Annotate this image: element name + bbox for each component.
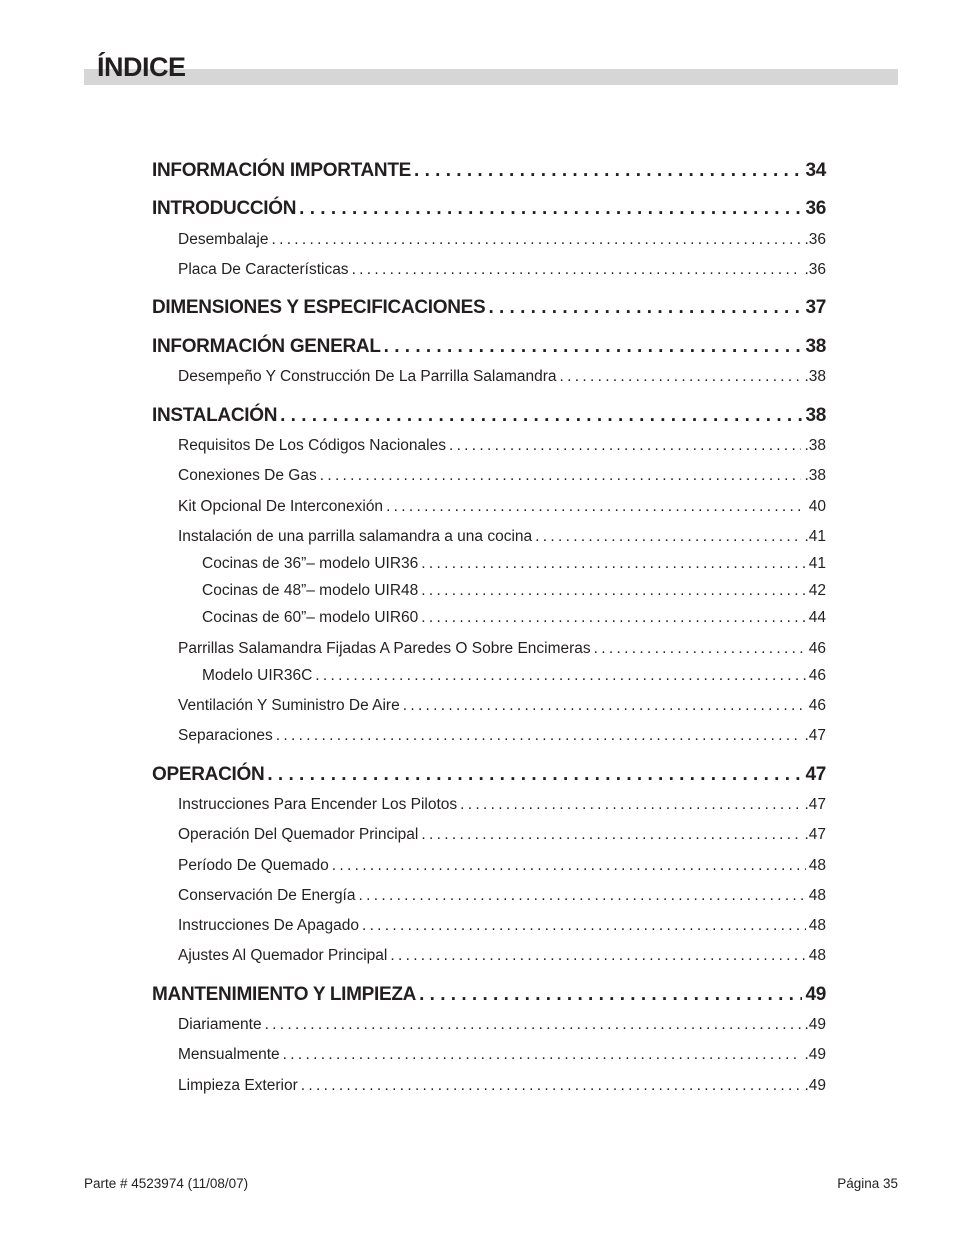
toc-entry[interactable]: [178, 887, 826, 905]
toc-dot-leader: [421, 826, 801, 844]
toc-entry-title: Cocinas de 60”– modelo UIR60: [202, 609, 419, 626]
toc-dot-leader: [283, 1046, 802, 1064]
toc-entry[interactable]: [178, 727, 826, 745]
toc-entry[interactable]: [178, 261, 826, 279]
toc-entry[interactable]: [152, 405, 826, 427]
toc-entry[interactable]: [202, 667, 826, 685]
toc-entry-title: Modelo UIR36C: [202, 667, 313, 684]
toc-entry-page: .38: [804, 467, 826, 484]
toc-entry[interactable]: [152, 160, 826, 182]
toc-dot-leader: [332, 857, 806, 875]
toc-entry-page: 40: [808, 498, 826, 515]
toc-entry[interactable]: [152, 984, 826, 1006]
toc-entry-title: Ajustes Al Quemador Principal: [178, 947, 388, 964]
toc-entry-title: Conservación De Energía: [178, 887, 356, 904]
toc-dot-leader: [386, 498, 806, 516]
toc-entry-page: 34: [805, 160, 826, 181]
toc-entry-page: .49: [804, 1046, 826, 1063]
toc-entry-page: .38: [804, 368, 826, 385]
toc-entry-page: 44: [808, 609, 826, 626]
toc-entry[interactable]: [152, 198, 826, 220]
toc-entry-title: INFORMACIÓN GENERAL: [152, 336, 381, 357]
toc-entry-page: 38: [805, 405, 826, 426]
toc-entry[interactable]: [202, 609, 826, 627]
toc-entry-title: Período De Quemado: [178, 857, 329, 874]
toc-entry[interactable]: [178, 796, 826, 814]
toc-entry-title: Desembalaje: [178, 231, 269, 248]
toc-dot-leader: [267, 764, 802, 786]
toc-dot-leader: [488, 297, 802, 319]
toc-entry[interactable]: [178, 437, 826, 455]
toc-dot-leader: [265, 1016, 802, 1034]
toc-entry-title: Limpieza Exterior: [178, 1077, 298, 1094]
toc-dot-leader: [271, 231, 801, 249]
toc-entry-page: .36: [804, 231, 826, 248]
toc-entry-title: Desempeño Y Construcción De La Parrilla Salamandra: [178, 368, 557, 385]
toc-entry[interactable]: [152, 764, 826, 786]
toc-entry-title: MANTENIMIENTO Y LIMPIEZA: [152, 984, 417, 1005]
toc-entry-title: Ventilación Y Suministro De Aire: [178, 697, 400, 714]
toc-entry-title: Operación Del Quemador Principal: [178, 826, 419, 843]
toc-entry-title: Instrucciones Para Encender Los Pilotos: [178, 796, 458, 813]
toc-entry-title: Instalación de una parrilla salamandra a una cocina: [178, 528, 533, 545]
toc-entry-title: Requisitos De Los Códigos Nacionales: [178, 437, 446, 454]
toc-entry-title: Parrillas Salamandra Fijadas A Paredes O Sobre Encimeras: [178, 640, 591, 657]
toc-dot-leader: [352, 261, 802, 279]
toc-entry[interactable]: [178, 947, 826, 965]
toc-entry[interactable]: [178, 231, 826, 249]
toc-dot-leader: [280, 405, 802, 427]
toc-entry-title: Diariamente: [178, 1016, 262, 1033]
toc-entry-title: INSTALACIÓN: [152, 405, 278, 426]
toc-dot-leader: [449, 437, 801, 455]
toc-dot-leader: [384, 336, 803, 358]
toc-entry-title: Instrucciones De Apagado: [178, 917, 359, 934]
footer-part-number: Parte # 4523974 (11/08/07): [84, 1176, 249, 1191]
toc-entry-title: Cocinas de 36”– modelo UIR36: [202, 555, 419, 572]
toc-dot-leader: [421, 555, 805, 573]
toc-dot-leader: [276, 727, 802, 745]
toc-dot-leader: [315, 667, 805, 685]
toc-dot-leader: [421, 609, 805, 627]
toc-entry[interactable]: [178, 857, 826, 875]
toc-entry[interactable]: [178, 528, 826, 546]
toc-entry[interactable]: [178, 1077, 826, 1095]
page-title: ÍNDICE: [97, 52, 186, 82]
toc-entry-page: 38: [805, 336, 826, 357]
toc-entry[interactable]: [178, 917, 826, 935]
toc-entry[interactable]: [202, 582, 826, 600]
toc-entry[interactable]: [178, 1046, 826, 1064]
toc-dot-leader: [419, 984, 802, 1006]
toc-entry[interactable]: [178, 498, 826, 516]
toc-entry[interactable]: [152, 336, 826, 358]
toc-entry-title: Conexiones De Gas: [178, 467, 317, 484]
toc-entry-title: Mensualmente: [178, 1046, 280, 1063]
toc-entry[interactable]: [178, 368, 826, 386]
toc-entry-title: Kit Opcional De Interconexión: [178, 498, 384, 515]
toc-dot-leader: [390, 947, 805, 965]
header-band: [84, 69, 898, 85]
toc-entry-title: DIMENSIONES Y ESPECIFICACIONES: [152, 297, 486, 318]
toc-dot-leader: [299, 198, 802, 220]
toc-dot-leader: [301, 1077, 802, 1095]
toc-entry-page: .38: [804, 437, 826, 454]
toc-entry-page: 46: [808, 667, 826, 684]
toc-entry-page: .49: [804, 1077, 826, 1094]
toc-entry-page: 48: [808, 947, 826, 964]
toc-entry-title: Separaciones: [178, 727, 273, 744]
toc-entry-title: INTRODUCCIÓN: [152, 198, 297, 219]
toc-entry[interactable]: [202, 555, 826, 573]
footer-page-number: Página 35: [837, 1176, 898, 1191]
toc-entry-page: 41: [808, 555, 826, 572]
toc-entry-page: .47: [804, 796, 826, 813]
toc-entry[interactable]: [178, 640, 826, 658]
toc-entry-page: 48: [808, 857, 826, 874]
toc-entry[interactable]: [152, 297, 826, 319]
toc-entry-page: .47: [804, 826, 826, 843]
toc-dot-leader: [460, 796, 801, 814]
toc-entry-page: 48: [808, 917, 826, 934]
toc-dot-leader: [320, 467, 802, 485]
toc-entry[interactable]: [178, 1016, 826, 1034]
toc-dot-leader: [362, 917, 806, 935]
toc-entry-title: OPERACIÓN: [152, 764, 265, 785]
toc-entry-page: .49: [804, 1016, 826, 1033]
toc-dot-leader: [421, 582, 805, 600]
toc-dot-leader: [560, 368, 802, 386]
toc-entry-page: .41: [804, 528, 826, 545]
toc-entry-page: 46: [808, 697, 826, 714]
toc-entry-page: .36: [804, 261, 826, 278]
toc-entry-page: .47: [804, 727, 826, 744]
toc-dot-leader: [359, 887, 806, 905]
toc-entry[interactable]: [178, 467, 826, 485]
toc-dot-leader: [535, 528, 801, 546]
toc-entry-page: 37: [805, 297, 826, 318]
toc-entry[interactable]: [178, 697, 826, 715]
toc-dot-leader: [403, 697, 806, 715]
toc-dot-leader: [594, 640, 806, 658]
toc-entry-page: 42: [808, 582, 826, 599]
toc-entry-page: 48: [808, 887, 826, 904]
toc-entry[interactable]: [178, 826, 826, 844]
toc-entry-page: 47: [805, 764, 826, 785]
toc-entry-page: 49: [805, 984, 826, 1005]
toc-entry-page: 36: [805, 198, 826, 219]
toc-entry-title: Cocinas de 48”– modelo UIR48: [202, 582, 419, 599]
toc-entry-title: Placa De Características: [178, 261, 349, 278]
toc-entry-page: 46: [808, 640, 826, 657]
toc-entry-title: INFORMACIÓN IMPORTANTE: [152, 160, 412, 181]
toc-dot-leader: [414, 160, 802, 182]
